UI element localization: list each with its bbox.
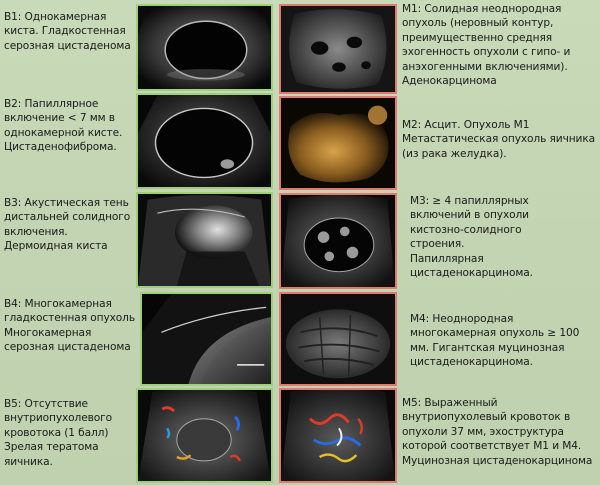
ultrasound-m4-image [279,292,397,386]
ultrasound-b1-image [136,4,273,91]
caption-b2: B2: Папиллярное включение < 7 мм в однокамерной кисте. Цистаденофиброма. [4,98,123,154]
ultrasound-m3-image [279,193,397,289]
ultrasound-b5-doppler-image [136,388,273,483]
ultrasound-b4-image [140,292,273,386]
ultrasound-m5-doppler-image [279,388,397,483]
caption-m1: M1: Солидная неоднородная опухоль (неровный контур, преимущественно средняя эхогенность опухоли с гипо- и анэхогенными включениями). Аденокарцинома [402,3,571,88]
caption-m2: M2: Асцит. Опухоль M1 Метастатическая опухоль яичника (из рака желудка). [402,119,596,160]
caption-b1: B1: Однокамерная киста. Гладкостенная серозная цистаденома [4,11,131,52]
caption-b5: B5: Отсутствие внутриопухолевого кровотока (1 балл) Зрелая тератома яичника. [4,398,113,468]
ultrasound-b3-image [136,192,273,288]
caption-b4: B4: Многокамерная гладкостенная опухоль Многокамерная серозная цистаденома [4,298,135,354]
caption-b3: B3: Акустическая тень дистальней солидного включения. Дермоидная киста [4,197,131,253]
ultrasound-m2-3d-image [279,96,397,190]
caption-m4: M4: Неоднородная многокамерная опухоль ≥ 100 мм. Гигантская муцинозная цистаденокарцинома. [410,313,580,369]
caption-m3: M3: ≥ 4 папиллярных включений в опухоли кистозно-солидного строения. Папиллярная цистаденокарцинома. [410,195,533,280]
ultrasound-m1-image [279,4,397,94]
caption-m5: M5: Выраженный внутриопухолевый кровоток в опухоли 37 мм, эхоструктура которой соответствует M1 и M4. Муцинозная цистаденокарцинома [402,397,593,467]
ultrasound-b2-image [136,93,273,189]
